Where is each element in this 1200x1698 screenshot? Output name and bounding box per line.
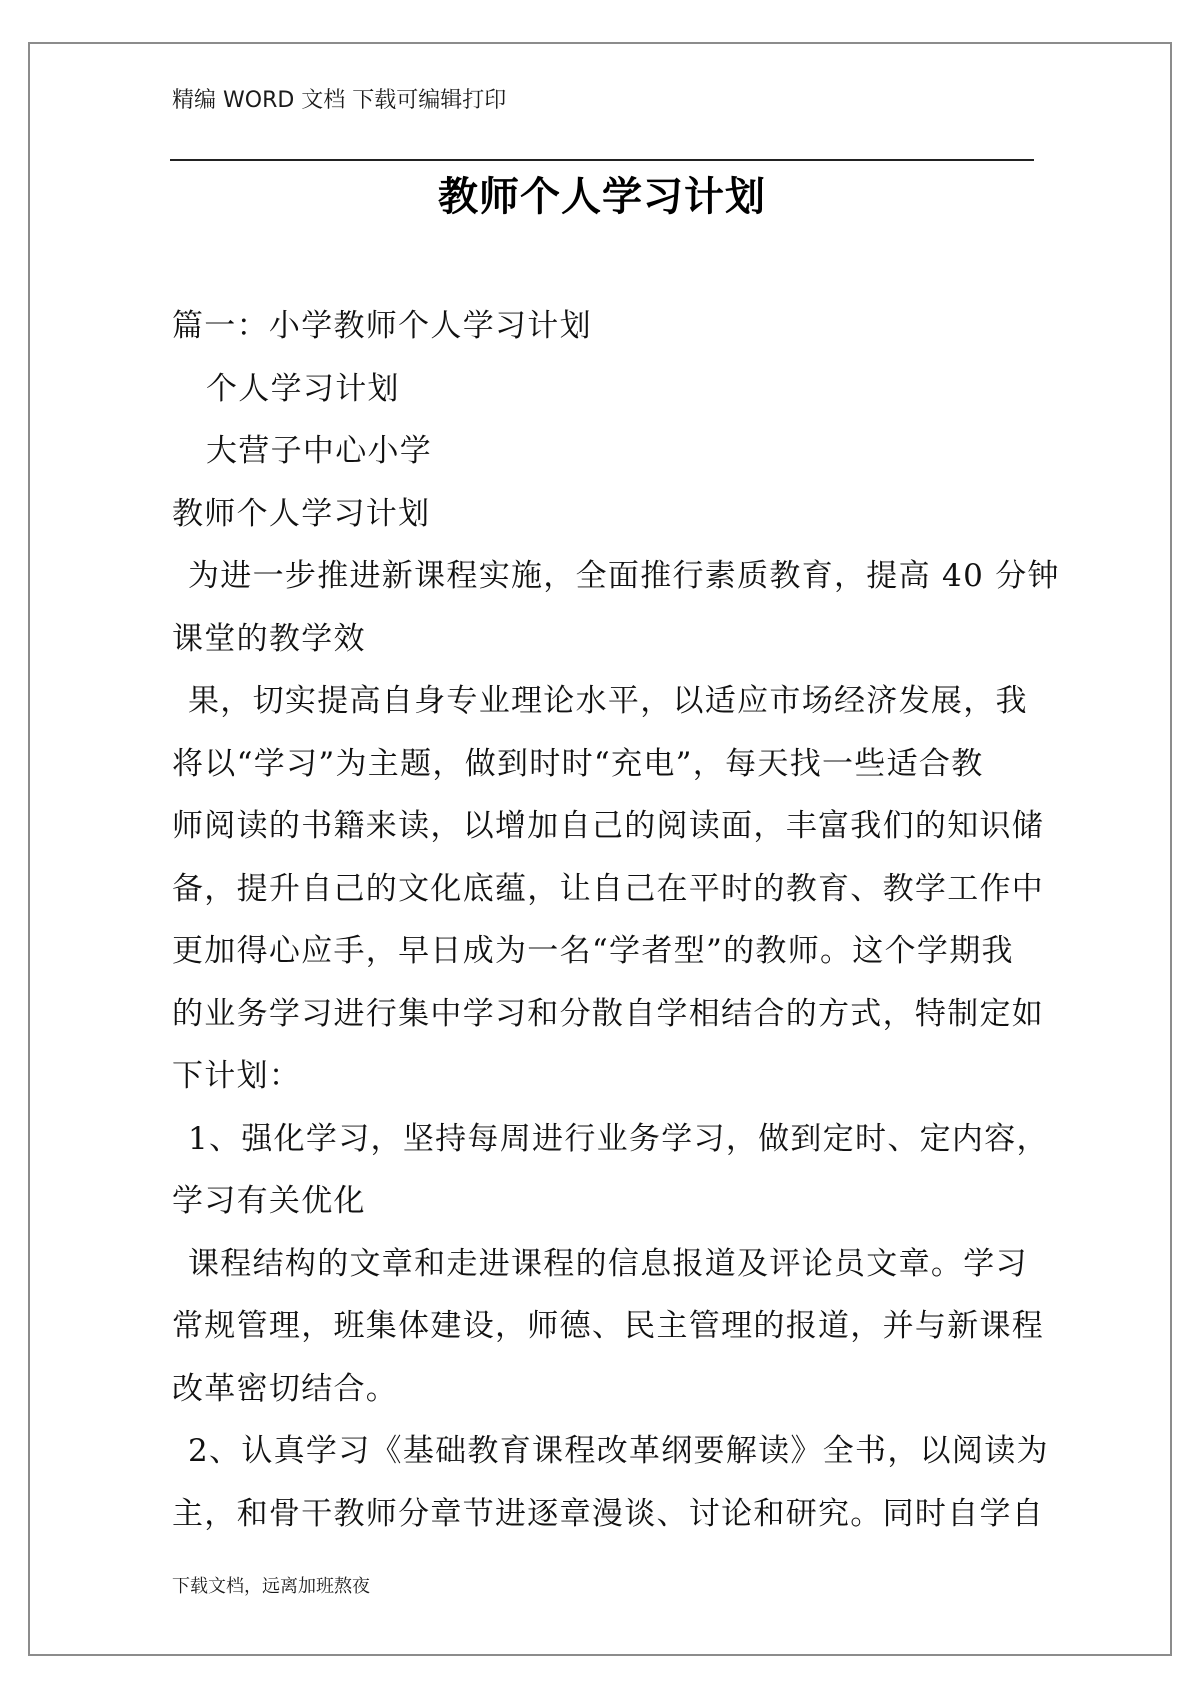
text-line: 课堂的教学效 bbox=[172, 620, 366, 657]
section-heading: 篇一：小学教师个人学习计划 bbox=[172, 308, 592, 344]
text-line: 大营子中心小学 bbox=[206, 433, 433, 469]
text-line: 1、强化学习，坚持每周进行业务学习，做到定时、定内容， bbox=[188, 1120, 1049, 1157]
header-divider bbox=[170, 159, 1034, 161]
text-line: 学习有关优化 bbox=[172, 1183, 366, 1219]
text-line: 改革密切结合。 bbox=[172, 1370, 399, 1407]
document-header: 精编 WORD 文档 下载可编辑打印 bbox=[172, 88, 507, 113]
text-line: 将以“学习”为主题，做到时时“充电”，每天找一些适合教 bbox=[172, 745, 984, 782]
text-line: 课程结构的文章和走进课程的信息报道及评论员文章。学习 bbox=[188, 1245, 1028, 1282]
text-line: 下计划： bbox=[172, 1058, 302, 1094]
text-line: 2、认真学习《基础教育课程改革纲要解读》全书，以阅读为 bbox=[188, 1433, 1049, 1469]
text-line: 为进一步推进新课程实施，全面推行素质教育，提高 40 分钟 bbox=[188, 558, 1060, 594]
text-line: 个人学习计划 bbox=[206, 370, 400, 407]
document-body bbox=[172, 295, 1060, 1545]
text-line: 果，切实提高自身专业理论水平，以适应市场经济发展，我 bbox=[188, 683, 1028, 719]
document-title: 教师个人学习计划 bbox=[438, 174, 766, 220]
text-line: 常规管理，班集体建设，师德、民主管理的报道，并与新课程 bbox=[172, 1308, 1045, 1344]
text-line: 的业务学习进行集中学习和分散自学相结合的方式，特制定如 bbox=[172, 995, 1045, 1032]
text-line: 教师个人学习计划 bbox=[172, 495, 431, 532]
document-footer: 下载文档，远离加班熬夜 bbox=[172, 1576, 370, 1597]
text-line: 师阅读的书籍来读，以增加自己的阅读面，丰富我们的知识储 bbox=[172, 808, 1045, 844]
text-line: 更加得心应手，早日成为一名“学者型”的教师。这个学期我 bbox=[172, 933, 1014, 969]
text-line: 主，和骨干教师分章节进逐章漫谈、讨论和研究。同时自学自 bbox=[172, 1495, 1045, 1532]
text-line: 备，提升自己的文化底蕴，让自己在平时的教育、教学工作中 bbox=[172, 870, 1045, 907]
